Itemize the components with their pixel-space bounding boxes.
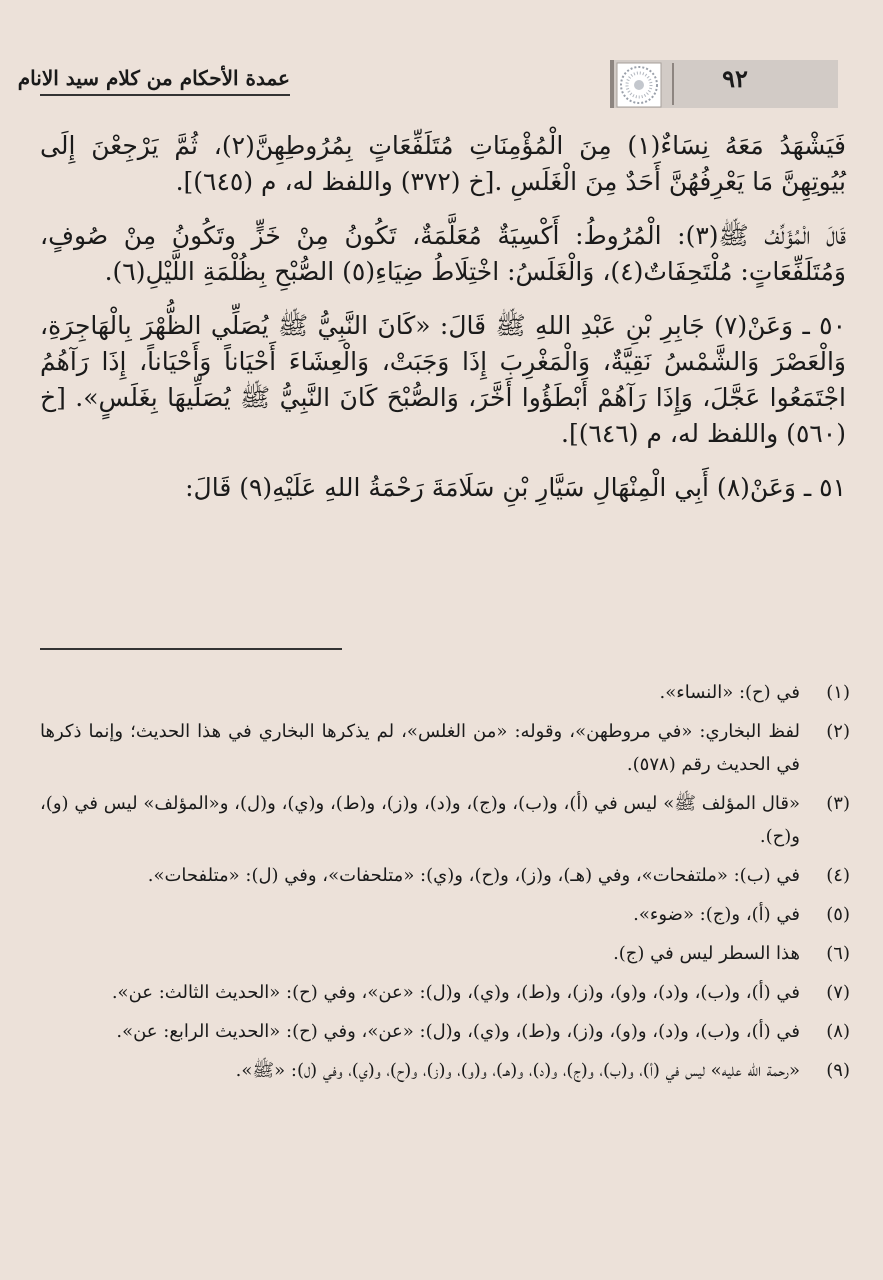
footnotes — [40, 676, 850, 1093]
footnote-number: (٧) — [826, 982, 850, 1003]
footnote-text: في (أ)، و(ب)، و(د)، و(و)، و(ز)، و(ط)، و(ي)، و(ل): «عن»، وفي (ح): «الحديث الثالث: عن». — [111, 982, 800, 1003]
footnote — [40, 676, 850, 709]
main-text — [40, 128, 846, 524]
footnote-text: لفظ البخاري: «في مروطهن»، وقوله: «من الغلس»، لم يذكرها البخاري في هذا الحديث؛ وإنما ذكرها في الحديث رقم (٥٧٨). — [40, 721, 800, 775]
footnote-separator — [40, 648, 342, 650]
footnote — [40, 715, 850, 781]
footnote-number: (٩) — [826, 1060, 850, 1081]
paragraph-2: قَالَ الْمُؤَلِّفُ ﷺ(٣): الْمُرُوطُ: أَكْسِيَةٌ مُعَلَّمَةٌ، تَكُونُ مِنْ خَزٍّ وتَكُونُ مِنْ صُوفٍ، وَمُتَلَفِّعَاتٍ: مُلْتَحِفَاتٌ(٤)، وَالْغَلَسُ: اخْتِلَاطُ ضِيَاءِ(٥) الصُّبْحِ بِظُلْمَةِ اللَّيْلِ(٦). — [40, 221, 846, 286]
footnote-number: (٢) — [826, 721, 850, 742]
footnote-text: في (أ)، و(ب)، و(د)، و(و)، و(ز)، و(ط)، و(ي)، و(ل): «عن»، وفي (ح): «الحديث الرابع: عن». — [116, 1021, 800, 1042]
footnote — [40, 859, 850, 892]
footnote-text: هذا السطر ليس في (ج). — [613, 943, 800, 964]
paragraph-1: فَيَشْهَدُ مَعَهُ نِسَاءٌ(١) مِنَ الْمُؤْمِنَاتِ مُتَلَفِّعَاتٍ بِمُرُوطِهِنَّ(٢)، ثُمَّ يَرْجِعْنَ إِلَى بُيُوتِهِنَّ مَا يَعْرِفُهُنَّ أَحَدٌ مِنَ الْغَلَسِ .[خ (٣٧٢) واللفظ له، م (٦٤٥)]. — [40, 131, 846, 196]
footnote-number: (٥) — [826, 904, 850, 925]
hadith-51: ٥١ ـ وَعَنْ(٨) أَبِي الْمِنْهَالِ سَيَّارِ بْنِ سَلَامَةَ رَحْمَةُ اللهِ عَلَيْهِ(٩) قَالَ: — [185, 473, 846, 502]
footnote-text: في (ح): «النساء». — [659, 682, 800, 703]
footnote-number: (١) — [826, 682, 850, 703]
footnote-text: «رحمة الله عليه» ليس في (أ)، و(ب)، و(ج)، و(د)، و(هـ)، و(و)، و(ز)، و(ح)، و(ي)، وفي (ل): «ﷺ». — [235, 1060, 800, 1081]
running-title: عمدة الأحكام من كلام سيد الانام — [40, 66, 290, 96]
footnote — [40, 976, 850, 1009]
footnote — [40, 1015, 850, 1048]
footnote — [40, 898, 850, 931]
footnote-text: «قال المؤلف ﷺ» ليس في (أ)، و(ب)، و(ج)، و(د)، و(ز)، و(ط)، و(ي)، و(ل)، و«المؤلف» ليس في (و)، و(ح). — [40, 793, 800, 847]
footnote-text: في (أ)، و(ج): «ضوء». — [633, 904, 800, 925]
footnote-number: (٨) — [826, 1021, 850, 1042]
footnote — [40, 1054, 850, 1087]
page-number: ٩٢ — [722, 64, 748, 93]
footnote-number: (٦) — [826, 943, 850, 964]
footnote-text: في (ب): «ملتفحات»، وفي (هـ)، و(ز)، و(ح)، و(ي): «متلحفات»، وفي (ل): «متلفحات». — [147, 865, 800, 886]
hadith-50: ٥٠ ـ وَعَنْ(٧) جَابِرِ بْنِ عَبْدِ اللهِ ﷺ قَالَ: «كَانَ النَّبِيُّ ﷺ يُصَلِّي الظُّهْرَ بِالْهَاجِرَةِ، وَالْعَصْرَ وَالشَّمْسُ نَقِيَّةٌ، وَالْمَغْرِبَ إِذَا وَجَبَتْ، وَالْعِشَاءَ أَحْيَاناً وَأَحْيَاناً، إِذَا رَآهُمُ اجْتَمَعُوا عَجَّلَ، وَإِذَا رَآهُمْ أَبْطَؤُوا أَخَّرَ، وَالصُّبْحَ كَانَ النَّبِيُّ ﷺ يُصَلِّيهَا بِغَلَسٍ». [خ (٥٦٠) واللفظ له، م (٦٤٦)]. — [40, 311, 846, 448]
ornament-emblem-icon — [616, 62, 662, 108]
footnote — [40, 937, 850, 970]
footnote-number: (٣) — [826, 793, 850, 814]
footnote — [40, 787, 850, 853]
footnote-number: (٤) — [826, 865, 850, 886]
header-divider — [672, 63, 674, 105]
